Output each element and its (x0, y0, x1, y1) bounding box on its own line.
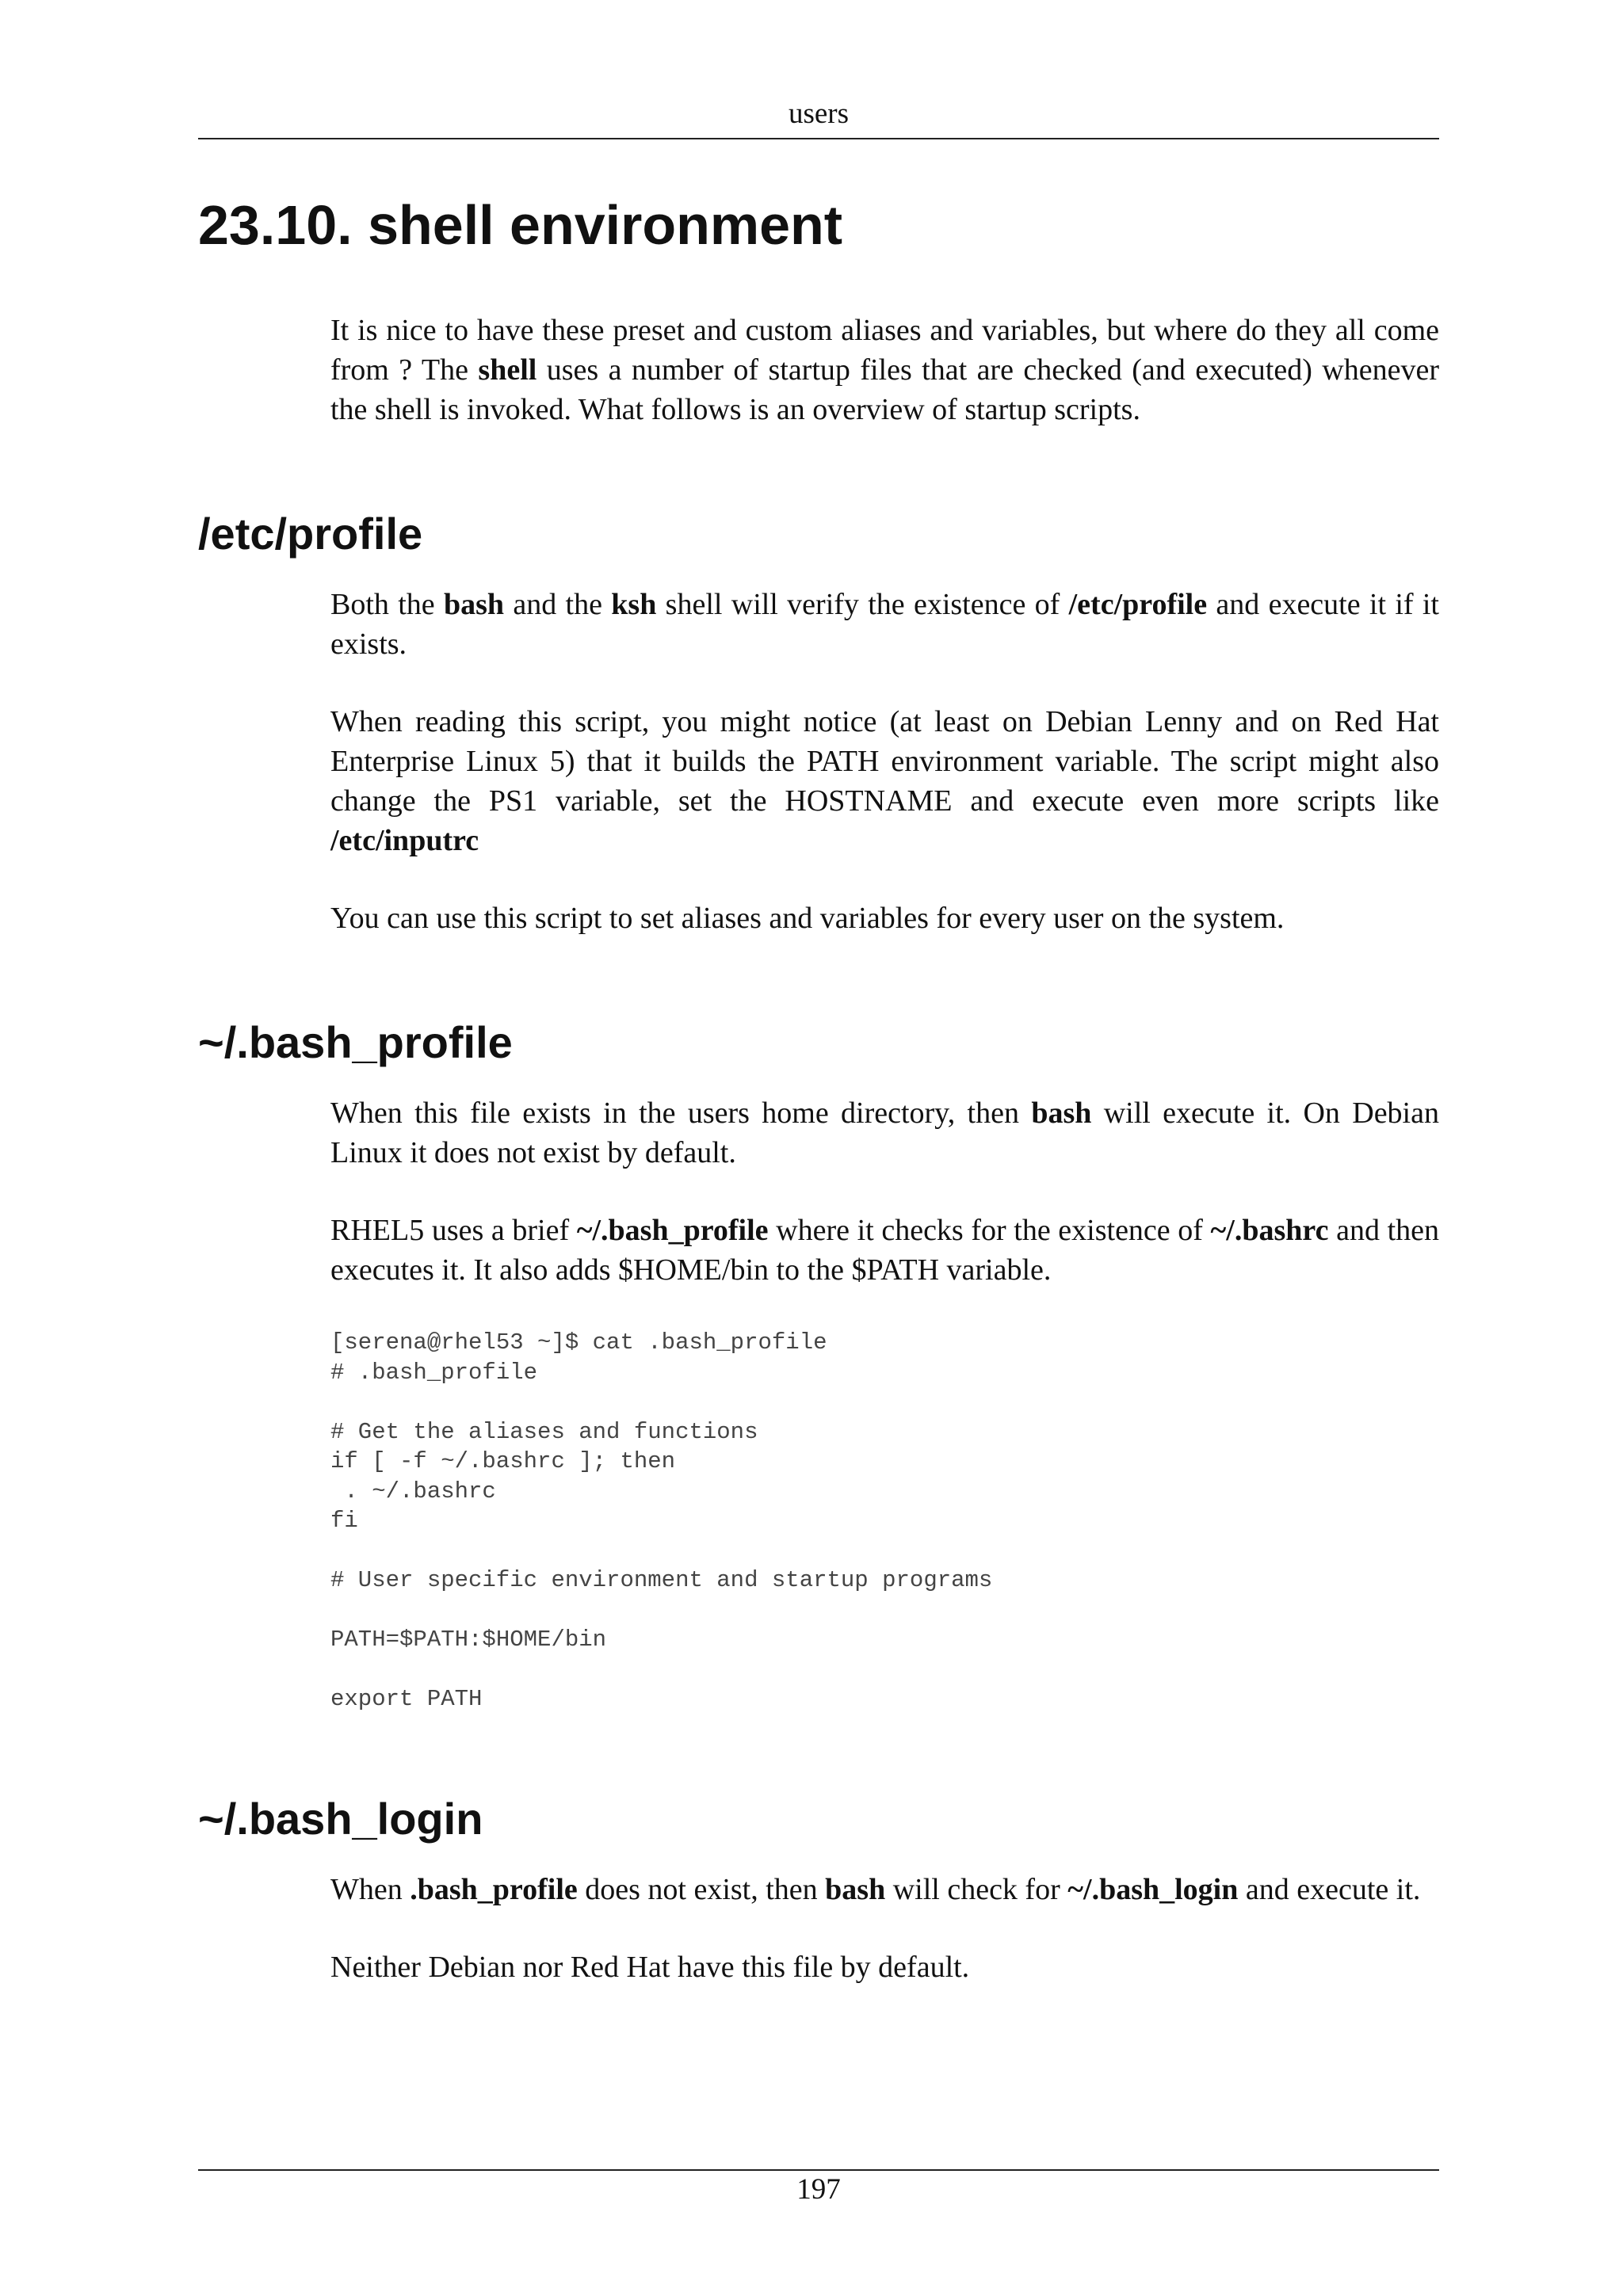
term-bash: bash (1031, 1097, 1092, 1130)
section-body-bash-profile (330, 1093, 1439, 1714)
paragraph: RHEL5 uses a brief ~/.bash_profile where it checks for the existence of ~/.bashrc and then executes it. It also adds $HOME/bin to the $PATH variable. (330, 1214, 1439, 1287)
term-etc-inputrc: /etc/inputrc (330, 824, 479, 857)
section-body-bash-login (330, 1870, 1439, 1987)
page-number: 197 (796, 2173, 841, 2206)
intro-text (330, 311, 1439, 429)
chapter-title: 23.10. shell environment (198, 194, 843, 256)
section-title-bash-login: ~/.bash_login (198, 1793, 483, 1844)
header-rule (198, 138, 1439, 139)
section-title-bash-profile: ~/.bash_profile (198, 1017, 513, 1067)
term-etc-profile: /etc/profile (1068, 588, 1208, 621)
term-ksh: ksh (611, 588, 657, 621)
paragraph: Neither Debian nor Red Hat have this file by default. (330, 1950, 970, 1984)
term-bash: bash (443, 588, 505, 621)
term-bash-profile: ~/.bash_profile (576, 1214, 769, 1247)
term-shell: shell (478, 353, 537, 387)
paragraph: When reading this script, you might notice (at least on Debian Lenny and on Red Hat Enterprise Linux 5) that it builds the PATH environment variable. The script might also change the PS1 variable, set the HOSTNAME and execute even more scripts like /etc/inputrc (330, 705, 1439, 857)
paragraph: When .bash_profile does not exist, then bash will check for ~/.bash_login and execute it. (330, 1872, 1421, 1906)
code-block: [serena@rhel53 ~]$ cat .bash_profile # .bash_profile # Get the aliases and functions if [ -f ~/.bashrc ]; then . ~/.bashrc fi # User specific environment and startup programs PATH=$PATH:$HOME/bin export PATH (330, 1329, 993, 1712)
paragraph: When this file exists in the users home directory, then bash will execute it. On Debian Linux it does not exist by default. (330, 1097, 1439, 1169)
section-body-etc-profile (330, 585, 1439, 938)
running-header: users (788, 97, 850, 130)
section-title-etc-profile: /etc/profile (198, 509, 423, 559)
term-bash-login: ~/.bash_login (1067, 1872, 1239, 1906)
paragraph: You can use this script to set aliases and variables for every user on the system. (330, 902, 1285, 935)
term-bashrc: ~/.bashrc (1210, 1214, 1329, 1247)
term-bash-profile: .bash_profile (410, 1872, 578, 1906)
paragraph: Both the bash and the ksh shell will verify the existence of /etc/profile and execute it if it exists. (330, 588, 1439, 661)
page-content (198, 187, 1439, 1987)
term-bash: bash (825, 1872, 886, 1906)
intro-paragraph: It is nice to have these preset and custom aliases and variables, but where do they all come from ? The shell uses a number of startup files that are checked (and executed) whenever the shell is invoked. What follows is an overview of startup scripts. (330, 314, 1440, 426)
